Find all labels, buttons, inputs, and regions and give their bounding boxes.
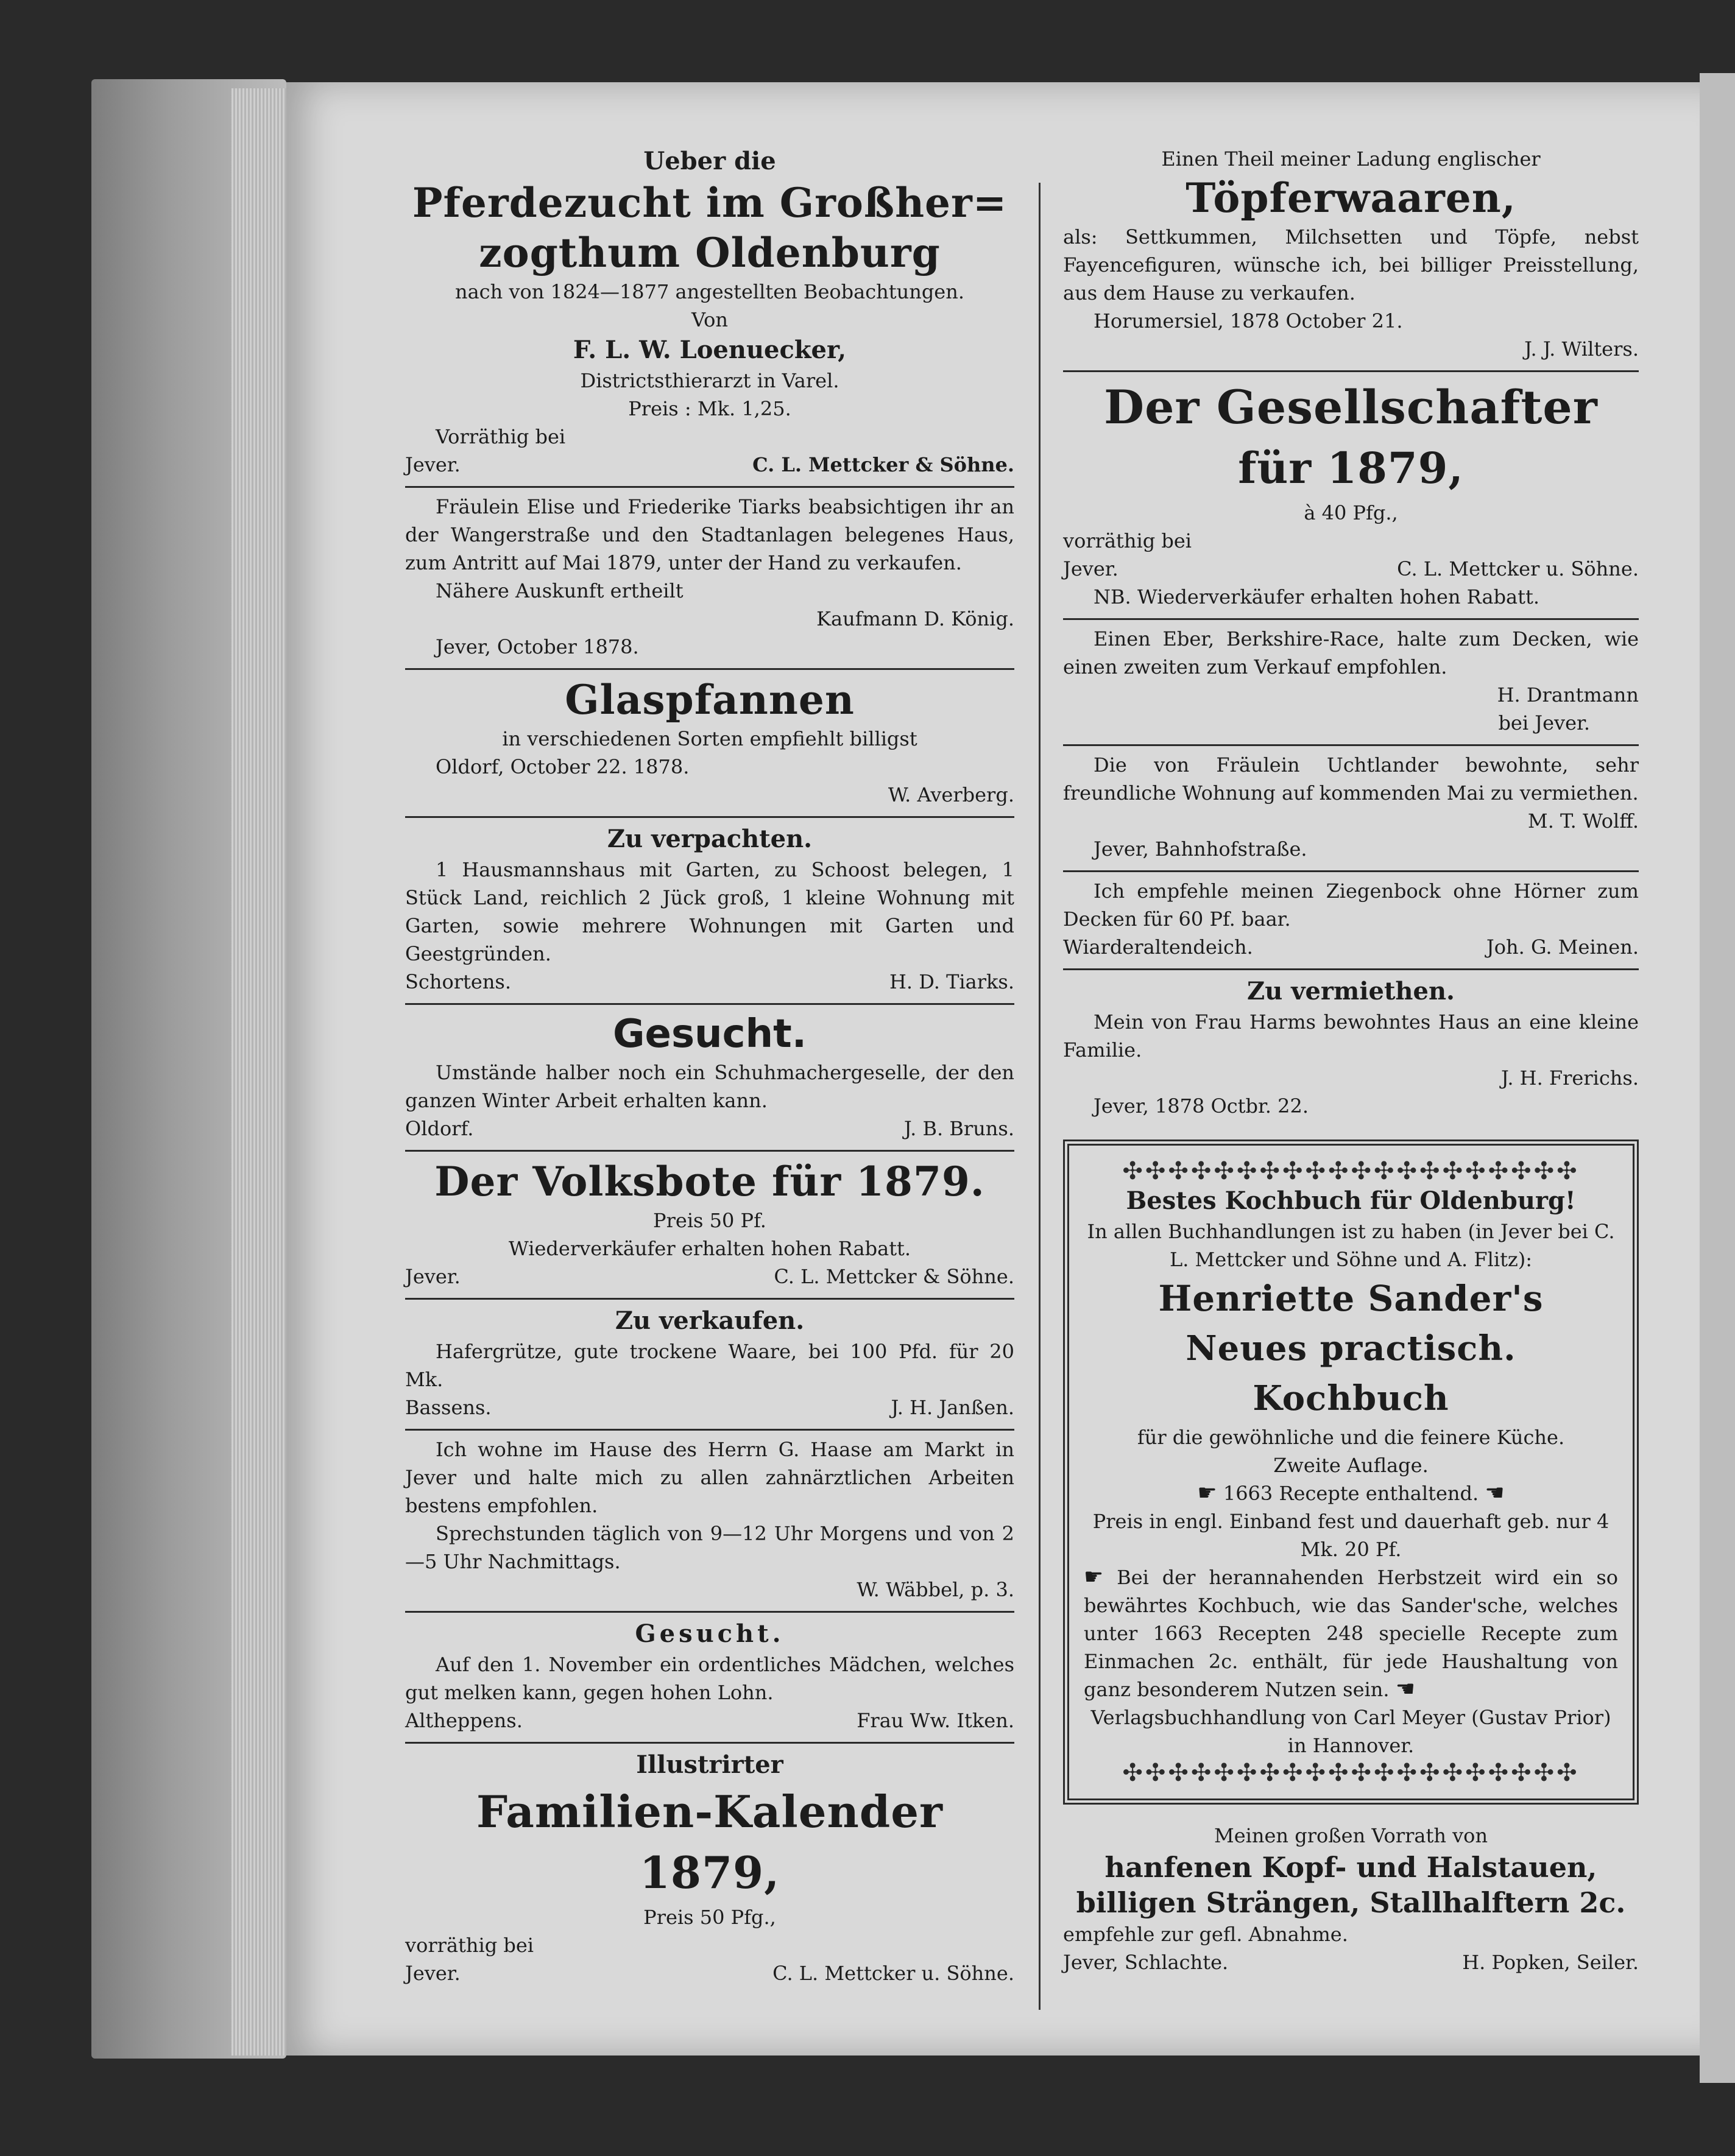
- ad-price: à 40 Pfg.,: [1304, 501, 1398, 524]
- ad-signature-row: [405, 1393, 1014, 1421]
- ad-date: Horumersiel, 1878 October 21.: [1094, 309, 1403, 333]
- ad-headline: Glaspfannen: [565, 676, 855, 724]
- ad-place: Altheppens.: [405, 1709, 523, 1732]
- ad-signature: J. B. Bruns.: [903, 1117, 1014, 1140]
- ad-body: 1 Hausmannshaus mit Garten, zu Schoost belegen, 1 Stück Land, reichlich 2 Jück groß, 1 kleine Wohnung mit Garten, sowie mehrere Wohnungen mit Garten und Geestgründen.: [405, 858, 1014, 965]
- ad-place: Schortens.: [405, 970, 512, 993]
- ad-signature: C. L. Mettcker & Söhne.: [774, 1265, 1014, 1288]
- ad-headline: Der Volksbote für 1879.: [434, 1158, 985, 1205]
- ad-headline: Familien-Kalender 1879,: [476, 1786, 943, 1898]
- ad-body: Die von Fräulein Uchtlander bewohnte, sehr freundliche Wohnung auf kommenden Mai zu vermiethen.: [1063, 753, 1639, 805]
- ad-zahnarzt: [405, 1431, 1014, 1613]
- ad-line: empfehle zur gefl. Abnahme.: [1063, 1923, 1348, 1946]
- ad-body: Sprechstunden täglich von 9—12 Uhr Morgens und von 2—5 Uhr Nachmittags.: [405, 1522, 1014, 1573]
- ad-gesellschafter: [1063, 372, 1639, 620]
- next-page-edge: [1700, 73, 1735, 2083]
- ad-line: vorräthig bei: [405, 1934, 534, 1957]
- ad-gesucht-maedchen: [405, 1613, 1014, 1744]
- ad-recipe-count: 1663 Recepte enthaltend.: [1223, 1482, 1479, 1505]
- ad-body: Umstände halber noch ein Schuhmachergeselle, der den ganzen Winter Arbeit erhalten kann.: [405, 1061, 1014, 1112]
- ad-line: nach von 1824—1877 angestellten Beobachtungen.: [454, 280, 965, 303]
- ornament-border-top: ✣✣✣✣✣✣✣✣✣✣✣✣✣✣✣✣✣✣✣✣: [1122, 1158, 1580, 1185]
- ad-line: Meinen großen Vorrath von: [1214, 1824, 1488, 1847]
- ad-price: Preis 50 Pf.: [653, 1209, 766, 1232]
- ad-signature-row: [405, 1115, 1014, 1143]
- ad-signature: J. H. Frerichs.: [1500, 1066, 1639, 1090]
- ad-line: Wiederverkäufer erhalten hohen Rabatt.: [508, 1237, 911, 1260]
- ad-line: vorräthig bei: [1063, 529, 1192, 552]
- ad-price: Preis in engl. Einband fest und dauerhaft geb. nur 4 Mk. 20 Pf.: [1092, 1510, 1610, 1561]
- ad-body: Einen Eber, Berkshire-Race, halte zum Decken, wie einen zweiten zum Verkauf empfohlen.: [1063, 627, 1639, 678]
- ad-signature: C. L. Mettcker u. Söhne.: [1397, 557, 1639, 580]
- ad-eber: [1063, 620, 1639, 746]
- ad-signature: Kaufmann D. König.: [816, 607, 1014, 630]
- ad-signature-row: [405, 1959, 1014, 1987]
- ad-ziegenbock: [1063, 872, 1639, 970]
- ad-signature-row: [405, 1707, 1014, 1735]
- ad-price: Preis 50 Pfg.,: [643, 1906, 776, 1929]
- ad-popken: [1063, 1817, 1639, 1984]
- ad-headline: für 1879,: [1238, 443, 1464, 493]
- ad-pferdezucht: [405, 140, 1014, 488]
- ad-place: Jever, Schlachte.: [1063, 1951, 1229, 1974]
- ad-note: NB. Wiederverkäufer erhalten hohen Rabatt.: [1094, 585, 1540, 608]
- ad-verkaufen-hafergruetze: [405, 1300, 1014, 1431]
- ad-body: Hafergrütze, gute trockene Waare, bei 100 Pfd. für 20 Mk.: [405, 1340, 1014, 1391]
- ad-place: Oldorf.: [405, 1117, 474, 1140]
- ad-date: Jever, October 1878.: [436, 635, 639, 658]
- ad-body: Ich empfehle meinen Ziegenbock ohne Hörner zum Decken für 60 Pf. baar.: [1063, 879, 1639, 931]
- ad-place: Wiarderaltendeich.: [1063, 935, 1253, 959]
- ad-body: Fräulein Elise und Friederike Tiarks beabsichtigen ihr an der Wangerstraße und den Stadtanlagen belegenes Haus, zum Antritt auf Mai 1879, unter der Hand zu verkaufen.: [405, 495, 1014, 574]
- left-column: [405, 140, 1014, 1995]
- ad-headline: Gesucht.: [613, 1012, 807, 1057]
- ad-author: F. L. W. Loenuecker,: [573, 336, 847, 364]
- ad-headline: hanfenen Kopf- und Halstauen, billigen Strängen, Stallhalftern 2c.: [1076, 1851, 1626, 1919]
- ad-signature-row: [405, 451, 1014, 479]
- ad-headline: Henriette Sander's: [1158, 1278, 1544, 1319]
- ad-signature: H. Drantmann: [1497, 683, 1639, 706]
- ad-signature-row: [1063, 1948, 1639, 1976]
- ad-place: Jever.: [1063, 557, 1118, 580]
- ad-body-text: Bei der herannahenden Herbstzeit wird ein so bewährtes Kochbuch, wie das Sander'sche, welches unter 1663 Recepten 248 specielle Recepte zum Einmachen 2c. enthält, für jede Haushaltung von ganz besonderem Nutzen sein.: [1084, 1566, 1618, 1701]
- ad-line: für die gewöhnliche und die feinere Küche.: [1137, 1426, 1565, 1449]
- ad-kochbuch-framed: [1063, 1140, 1639, 1805]
- ad-body: als: Settkummen, Milchsetten und Töpfe, nebst Fayencefiguren, wünsche ich, bei billiger Preisstellung, aus dem Hause zu verkaufen.: [1063, 225, 1639, 305]
- ad-place: bei Jever.: [1498, 711, 1590, 735]
- ad-signature: Joh. G. Meinen.: [1486, 935, 1639, 959]
- column-divider: [1039, 183, 1041, 2010]
- pointing-hand-icon: ☚: [1485, 1481, 1505, 1506]
- ad-signature-row: [1063, 555, 1639, 583]
- ad-place: Jever.: [405, 1265, 461, 1288]
- ad-vermiethen: [1063, 970, 1639, 1127]
- ad-line: Vorräthig bei: [436, 425, 566, 448]
- ad-line: Districtsthierarzt in Varel.: [580, 369, 839, 392]
- ad-signature: Frau Ww. Itken.: [857, 1709, 1014, 1732]
- pointing-hand-icon: ☛: [1084, 1565, 1104, 1590]
- ad-place: Jever, Bahnhofstraße.: [1094, 837, 1307, 861]
- ad-body: Ich wohne im Hause des Herrn G. Haase am Markt in Jever und halte mich zu allen zahnärztlichen Arbeiten bestens empfohlen.: [405, 1438, 1014, 1517]
- ad-body: [1084, 1563, 1618, 1703]
- ad-line: In allen Buchhandlungen ist zu haben (in Jever bei C. L. Mettcker und Söhne und A. Flitz):: [1087, 1220, 1615, 1271]
- ad-body: Mein von Frau Harms bewohntes Haus an eine kleine Familie.: [1063, 1010, 1639, 1062]
- ad-headline: Zu verkaufen.: [615, 1306, 805, 1335]
- ad-line: [1084, 1479, 1618, 1507]
- ad-headline: Der Gesellschafter: [1104, 380, 1598, 434]
- ad-headline: Neues practisch. Kochbuch: [1186, 1328, 1516, 1418]
- ad-line: Illustrirter: [636, 1750, 783, 1779]
- ad-headline: Zu vermiethen.: [1247, 977, 1455, 1006]
- ad-line: Nähere Auskunft ertheilt: [436, 579, 684, 602]
- ad-glaspfannen: [405, 670, 1014, 818]
- ad-signature: C. L. Mettcker u. Söhne.: [772, 1962, 1014, 1985]
- ad-publisher: Verlagsbuchhandlung von Carl Meyer (Gustav Prior) in Hannover.: [1090, 1706, 1611, 1757]
- ad-headline: Gesucht.: [635, 1619, 785, 1648]
- pointing-hand-icon: ☚: [1395, 1677, 1415, 1702]
- ad-headline: zogthum Oldenburg: [479, 229, 941, 277]
- ad-signature: H. Popken, Seiler.: [1462, 1951, 1639, 1974]
- ad-wohnung-wolff: [1063, 746, 1639, 872]
- ad-toepferwaaren: [1063, 140, 1639, 372]
- pointing-hand-icon: ☛: [1197, 1481, 1217, 1506]
- ad-headline: Zu verpachten.: [607, 825, 813, 853]
- ad-signature: C. L. Mettcker & Söhne.: [752, 453, 1014, 476]
- ad-place: Jever.: [405, 1962, 461, 1985]
- ad-signature: W. Averberg.: [888, 783, 1014, 806]
- ad-signature: W. Wäbbel, p. 3.: [857, 1578, 1014, 1601]
- ad-line: Von: [691, 308, 729, 331]
- ad-verpachten: [405, 818, 1014, 1005]
- ad-gesucht-schuhmacher: [405, 1005, 1014, 1152]
- ad-signature: J. H. Janßen.: [891, 1396, 1014, 1419]
- ornament-border-bottom: ✣✣✣✣✣✣✣✣✣✣✣✣✣✣✣✣✣✣✣✣: [1122, 1760, 1580, 1786]
- ad-headline: Pferdezucht im Großher=: [412, 179, 1008, 227]
- right-column: [1063, 140, 1639, 1984]
- ad-familien-kalender: [405, 1744, 1014, 1995]
- ad-price: Preis : Mk. 1,25.: [628, 397, 791, 420]
- ad-signature-row: [405, 968, 1014, 996]
- ad-line: Ueber die: [643, 147, 776, 175]
- ad-date: Jever, 1878 Octbr. 22.: [1094, 1094, 1309, 1118]
- ad-headline: Töpferwaaren,: [1186, 174, 1516, 222]
- ad-line: Einen Theil meiner Ladung englischer: [1161, 147, 1541, 171]
- ad-tiarks-haus: [405, 488, 1014, 670]
- ad-signature-row: [405, 1263, 1014, 1291]
- ad-signature: J. J. Wilters.: [1524, 337, 1639, 361]
- ad-signature-row: [1063, 933, 1639, 961]
- ad-signature: M. T. Wolff.: [1527, 809, 1639, 833]
- ad-headline: Bestes Kochbuch für Oldenburg!: [1126, 1186, 1576, 1215]
- ad-body: Auf den 1. November ein ordentliches Mädchen, welches gut melken kann, gegen hohen Lohn.: [405, 1653, 1014, 1704]
- ad-line: Zweite Auflage.: [1273, 1454, 1429, 1477]
- ad-volksbote: [405, 1152, 1014, 1300]
- ad-place: Jever.: [405, 453, 461, 476]
- ad-signature: H. D. Tiarks.: [889, 970, 1014, 993]
- ad-line: in verschiedenen Sorten empfiehlt billigst: [502, 727, 917, 750]
- ad-date: Oldorf, October 22. 1878.: [436, 755, 690, 778]
- ad-place: Bassens.: [405, 1396, 492, 1419]
